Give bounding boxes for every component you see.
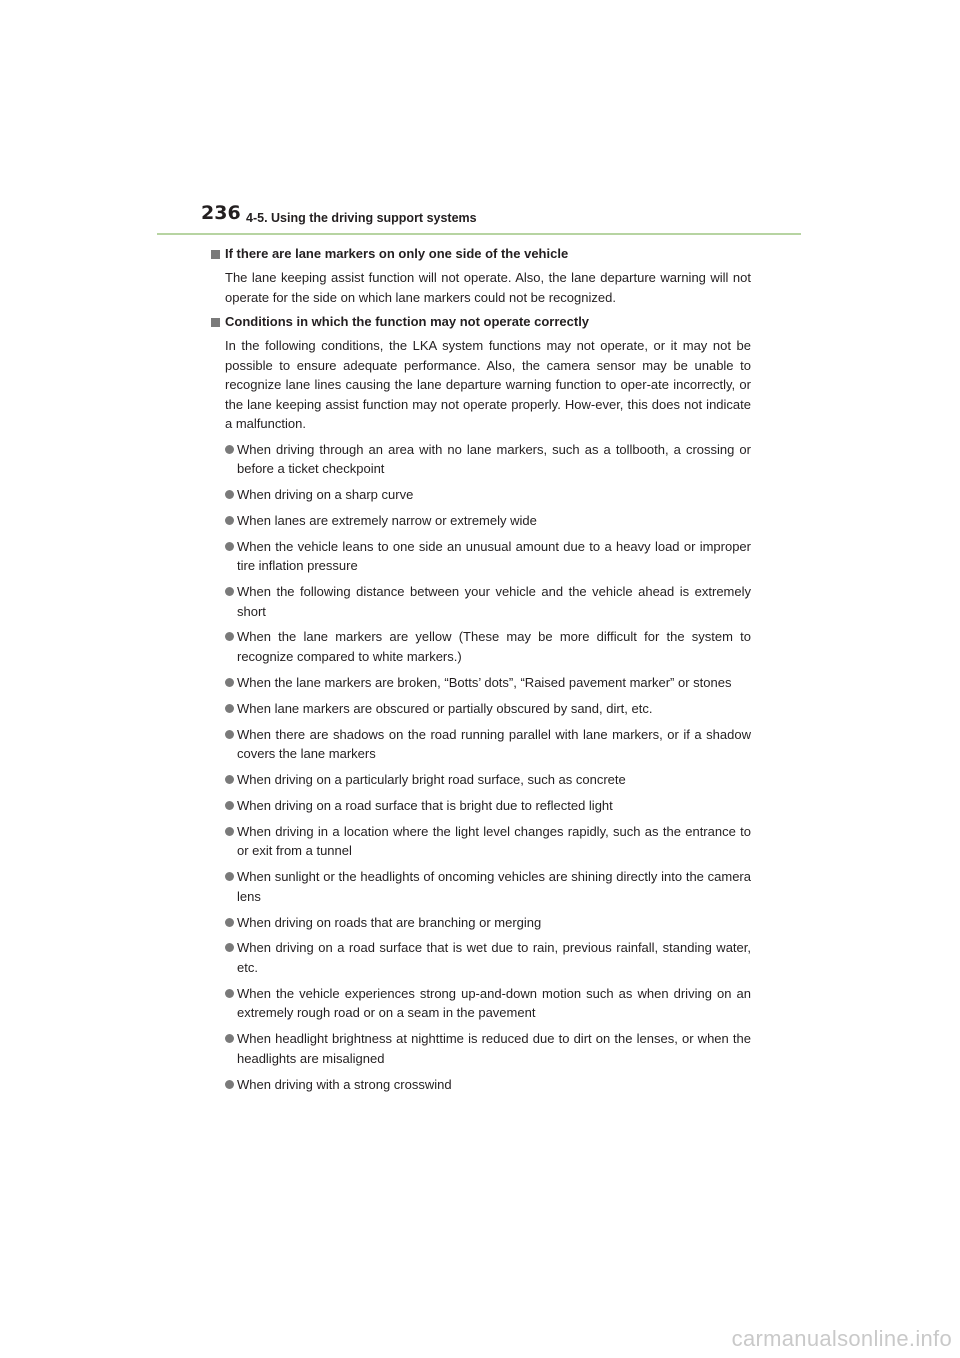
list-item — [211, 770, 751, 790]
list-item-text: When headlight brightness at nighttime is reduced due to dirt on the lenses, or when the headlights are misaligned — [237, 1031, 751, 1066]
list-item-text: When driving on a particularly bright road surface, such as concrete — [237, 772, 626, 788]
list-item — [211, 485, 751, 505]
list-item — [211, 796, 751, 816]
page-number: 236 — [201, 202, 241, 224]
list-item-text: When the vehicle experiences strong up-and-down motion such as when driving on an extremely rough road or on a seam in the pavement — [237, 985, 751, 1021]
circle-bullet-icon — [225, 445, 234, 454]
circle-bullet-icon — [225, 989, 234, 998]
list-item — [211, 699, 751, 719]
list-item — [211, 913, 751, 933]
circle-bullet-icon — [225, 872, 234, 881]
list-item — [211, 822, 751, 861]
list-item — [211, 984, 751, 1023]
circle-bullet-icon — [225, 516, 234, 525]
list-item-text: When sunlight or the headlights of oncoming vehicles are shining directly into the camera lens — [237, 869, 751, 904]
circle-bullet-icon — [225, 632, 234, 641]
page-header — [201, 201, 801, 235]
list-item — [211, 1075, 751, 1095]
section-heading-text: If there are lane markers on only one side of the vehicle — [225, 246, 569, 261]
list-item — [211, 537, 751, 576]
section-title: 4-5. Using the driving support systems — [246, 211, 477, 225]
list-item — [211, 627, 751, 666]
circle-bullet-icon — [225, 827, 234, 836]
circle-bullet-icon — [225, 490, 234, 499]
list-item-text: When driving on a sharp curve — [237, 486, 414, 502]
list-item-text: When driving on roads that are branching or merging — [237, 914, 542, 930]
list-item — [211, 867, 751, 906]
circle-bullet-icon — [225, 801, 234, 810]
square-bullet-icon — [211, 318, 220, 327]
list-item — [211, 725, 751, 764]
circle-bullet-icon — [225, 1080, 234, 1089]
section-heading — [211, 244, 751, 264]
list-item-text: When there are shadows on the road running parallel with lane markers, or if a shadow covers the lane markers — [237, 726, 751, 762]
circle-bullet-icon — [225, 542, 234, 551]
list-item-text: When lane markers are obscured or partially obscured by sand, dirt, etc. — [237, 700, 653, 716]
circle-bullet-icon — [225, 775, 234, 784]
section-heading-text: Conditions in which the function may not operate correctly — [225, 314, 590, 329]
list-item-text: When driving on a road surface that is wet due to rain, previous rainfall, standing water, etc. — [237, 940, 751, 975]
circle-bullet-icon — [225, 587, 234, 596]
list-item — [211, 511, 751, 531]
section-heading — [211, 312, 751, 332]
list-item-text: When the vehicle leans to one side an unusual amount due to a heavy load or improper tire inflation pressure — [237, 538, 751, 574]
conditions-list — [211, 440, 751, 1095]
list-item-text: When driving with a strong crosswind — [237, 1076, 452, 1092]
list-item — [211, 440, 751, 479]
list-item — [211, 938, 751, 977]
circle-bullet-icon — [225, 918, 234, 927]
square-bullet-icon — [211, 250, 220, 259]
circle-bullet-icon — [225, 730, 234, 739]
list-item-text: When driving on a road surface that is bright due to reflected light — [237, 797, 613, 813]
circle-bullet-icon — [225, 943, 234, 952]
page-content — [211, 244, 751, 1101]
section-paragraph: In the following conditions, the LKA system functions may not operate, or it may not be possible to ensure adequate performance. Also, the camera sensor may be unable to recognize lane lines causing the lane departure warning function to oper-ate incorrectly, or the lane keeping assist function may not operate properly. How-ever, this does not indicate a malfunction. — [225, 338, 751, 431]
list-item-text: When driving in a location where the light level changes rapidly, such as the entrance to or exit from a tunnel — [237, 823, 751, 859]
circle-bullet-icon — [225, 1034, 234, 1043]
list-item-text: When the lane markers are yellow (These may be more difficult for the system to recognize compared to white markers.) — [237, 629, 751, 664]
watermark: carmanualsonline.info — [731, 1326, 952, 1351]
section-paragraph: The lane keeping assist function will not operate. Also, the lane departure warning will not operate for the side on which lane markers could not be recognized. — [225, 270, 751, 305]
circle-bullet-icon — [225, 704, 234, 713]
list-item-text: When lanes are extremely narrow or extremely wide — [237, 512, 537, 528]
header-divider — [157, 233, 801, 235]
list-item-text: When the following distance between your vehicle and the vehicle ahead is extremely short — [237, 584, 751, 619]
list-item-text: When driving through an area with no lane markers, such as a tollbooth, a crossing or before a ticket checkpoint — [237, 441, 751, 476]
section-one-side-markers — [211, 244, 751, 307]
section-conditions — [211, 312, 751, 1094]
list-item — [211, 582, 751, 621]
list-item — [211, 673, 751, 693]
list-item-text: When the lane markers are broken, “Botts’ dots”, “Raised pavement marker” or stones — [237, 674, 732, 690]
list-item — [211, 1029, 751, 1068]
circle-bullet-icon — [225, 678, 234, 687]
